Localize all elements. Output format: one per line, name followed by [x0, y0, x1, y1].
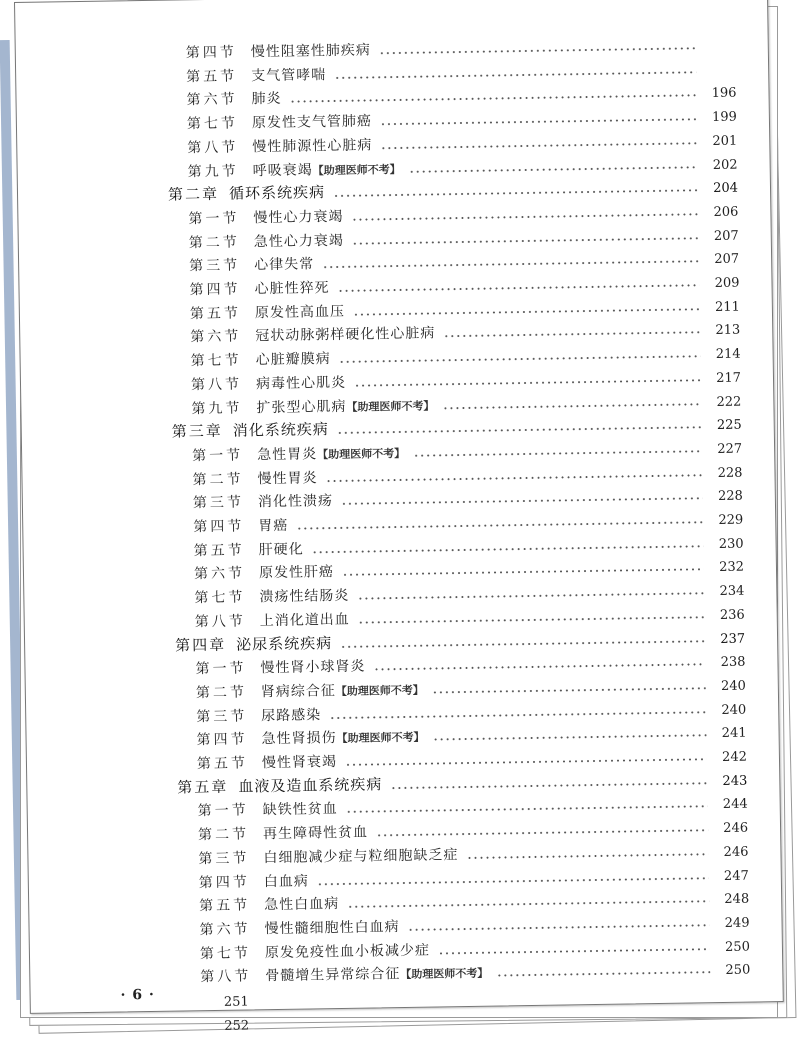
toc-entry-number: 第一节 — [188, 210, 239, 227]
toc-entry-title: 呼吸衰竭 — [253, 162, 313, 179]
toc-entry-label — [186, 39, 371, 62]
toc-entry-page: 202 — [704, 157, 738, 173]
toc-entry-page: 236 — [711, 607, 745, 623]
toc-entry-title: 冠状动脉粥样硬化性心脏病 — [255, 326, 435, 345]
toc-entry-title: 急性白血病 — [264, 896, 339, 913]
toc-entry-number: 第八节 — [200, 969, 251, 986]
toc-entry-title: 原发性肝癌 — [259, 564, 334, 581]
toc-entry-number: 第九节 — [191, 400, 242, 417]
toc-leader-dots — [353, 308, 700, 315]
toc-entry-label — [196, 726, 424, 750]
toc-entry-title: 慢性肺源性心脏病 — [252, 137, 372, 155]
toc-entry-page: 222 — [707, 394, 741, 410]
toc-entry-number: 第六节 — [190, 329, 241, 346]
toc-entry-number: 第一节 — [195, 661, 246, 678]
toc-entry-title: 血液及造血系统疾病 — [238, 775, 382, 795]
toc-entry-page: 232 — [710, 560, 744, 576]
toc-entry-number: 第八节 — [195, 613, 246, 630]
toc-entry-number: 第二节 — [192, 471, 243, 488]
toc-entry-label — [191, 372, 346, 394]
toc-leader-dots — [413, 450, 702, 457]
toc-entry-label — [187, 134, 372, 157]
toc-entry-page: 204 — [704, 181, 738, 197]
toc-entry-title: 扩张型心肌病 — [256, 398, 346, 415]
toc-entry-number: 第五节 — [186, 68, 237, 85]
toc-entry-page: 225 — [708, 418, 742, 434]
toc-leader-dots — [442, 403, 701, 409]
toc-leader-dots — [358, 616, 705, 623]
toc-entry-label — [194, 561, 334, 583]
toc-entry-title: 循环系统疾病 — [229, 183, 325, 203]
toc-entry-label — [197, 751, 337, 773]
toc-leader-dots — [379, 47, 696, 54]
toc-entry-title: 慢性肾小球肾炎 — [260, 659, 365, 677]
toc-leader-dots — [322, 261, 699, 269]
toc-entry-page: 238 — [711, 655, 745, 671]
toc-entry-number: 第三节 — [193, 495, 244, 512]
toc-entry-title: 心律失常 — [254, 257, 314, 274]
toc-entry-number: 第三节 — [198, 850, 249, 867]
toc-entry-label — [195, 609, 350, 631]
toc-entry-title: 急性肾损伤 — [261, 730, 336, 747]
toc-entry-label — [190, 348, 330, 370]
toc-entry-title: 支气管哮喘 — [251, 67, 326, 84]
toc-leader-dots — [380, 118, 697, 125]
toc-entry-number: 第六节 — [186, 92, 237, 109]
toc-entry-tag: 【助理医师不考】 — [346, 399, 434, 413]
toc-page — [14, 0, 784, 1014]
toc-entry-title: 胃癌 — [258, 518, 288, 534]
table-of-contents — [15, 0, 767, 3]
toc-leader-dots — [339, 355, 701, 363]
toc-entry-tag: 【助理医师不考】 — [336, 684, 424, 698]
toc-leader-dots — [333, 189, 698, 197]
toc-leader-dots — [334, 71, 696, 79]
toc-entry-number: 第七节 — [191, 353, 242, 370]
toc-leader-dots — [346, 806, 708, 814]
toc-entry-page: 199 — [703, 110, 737, 126]
toc-entry-page: 234 — [710, 584, 744, 600]
toc-entry-number: 第七节 — [200, 945, 251, 962]
toc-entry-label — [190, 323, 435, 347]
toc-leader-dots — [329, 711, 706, 719]
toc-entry-title: 白细胞减少症与粒细胞缺乏症 — [263, 847, 458, 866]
toc-entry-page: 251 — [215, 994, 249, 1010]
toc-entry-number: 第五节 — [199, 898, 250, 915]
toc-leader-dots — [432, 687, 706, 693]
toc-entry-title: 原发免疫性血小板减少症 — [265, 942, 430, 961]
toc-entry-number: 第四章 — [175, 635, 226, 654]
toc-leader-dots — [342, 569, 704, 577]
toc-entry-number: 第二节 — [198, 827, 249, 844]
toc-leader-dots — [338, 284, 700, 292]
toc-entry-number: 第五章 — [177, 777, 228, 796]
toc-entry-title: 骨髓增生异常综合征 — [265, 966, 400, 984]
toc-entry-label — [186, 64, 326, 86]
toc-entry-title: 溃疡性结肠炎 — [259, 588, 349, 605]
toc-entry-label — [188, 206, 343, 228]
toc-entry-title: 病毒性心肌炎 — [256, 375, 346, 392]
toc-entry-page: 196 — [702, 86, 736, 102]
toc-entry-page: 211 — [706, 299, 740, 315]
toc-entry-tag: 【助理医师不考】 — [337, 731, 425, 745]
toc-entry-label — [168, 181, 325, 204]
toc-entry-page: 228 — [708, 465, 742, 481]
toc-leader-dots — [357, 592, 704, 599]
toc-entry-number: 第二节 — [189, 234, 240, 251]
toc-entry-title: 慢性髓细胞性白血病 — [264, 919, 399, 937]
toc-entry-number: 第七节 — [187, 116, 238, 133]
toc-leader-dots — [390, 782, 707, 789]
toc-entry-label — [188, 157, 401, 180]
toc-entry-page: 228 — [709, 489, 743, 505]
toc-leader-dots — [317, 877, 709, 885]
toc-entry-tag: 【助理医师不考】 — [313, 162, 401, 176]
toc-entry-title: 慢性心力衰竭 — [253, 209, 343, 226]
toc-entry-title: 慢性胃炎 — [257, 470, 317, 487]
page-number: · 6 · — [120, 987, 154, 1004]
toc-entry-title: 急性胃炎 — [257, 446, 317, 463]
toc-leader-dots — [408, 924, 710, 931]
toc-entry-number: 第三章 — [172, 422, 223, 441]
toc-entry-number: 第八节 — [187, 139, 238, 156]
toc-entry-number: 第四节 — [186, 45, 237, 62]
toc-entry-label — [193, 515, 288, 536]
toc-entry-label — [198, 822, 368, 845]
toc-entry-page: 217 — [707, 370, 741, 386]
toc-entry-label — [175, 632, 332, 655]
toc-leader-dots — [347, 900, 709, 908]
toc-entry-label — [195, 656, 365, 679]
toc-entry-number: 第二节 — [196, 684, 247, 701]
toc-entry-title: 上消化道出血 — [260, 612, 350, 629]
toc-leader-dots — [290, 95, 697, 103]
toc-leader-dots — [296, 521, 703, 529]
toc-entry-page: 209 — [705, 276, 739, 292]
toc-leader-dots — [466, 853, 708, 859]
toc-leader-dots — [340, 640, 705, 648]
toc-entry-title: 泌尿系统疾病 — [236, 634, 332, 654]
toc-entry-label — [192, 467, 317, 489]
toc-leader-dots — [433, 735, 707, 741]
toc-entry-label — [187, 110, 372, 133]
toc-leader-dots — [337, 426, 702, 434]
toc-entry-label — [199, 893, 339, 915]
toc-leader-dots — [374, 663, 706, 670]
toc-entry-title: 再生障碍性贫血 — [263, 825, 368, 843]
toc-entry-page: 250 — [716, 963, 750, 979]
toc-entry-label — [192, 442, 405, 465]
toc-entry-number: 第四节 — [189, 281, 240, 298]
toc-entry-label — [177, 773, 382, 797]
toc-entry-number: 第八节 — [191, 376, 242, 393]
toc-entry-page: 240 — [712, 702, 746, 718]
toc-entry-title: 白血病 — [264, 873, 309, 890]
toc-entry-page: 247 — [715, 868, 749, 884]
toc-leader-dots — [376, 829, 708, 836]
toc-entry-page: 213 — [706, 323, 740, 339]
toc-entry-label — [201, 994, 215, 1010]
toc-entry-tag: 【助理医师不考】 — [400, 967, 488, 981]
toc-entry-label — [198, 844, 458, 868]
toc-entry-number: 第九节 — [188, 163, 239, 180]
toc-entry-title: 消化系统疾病 — [233, 420, 329, 440]
toc-entry-title: 肾病综合征 — [261, 683, 336, 700]
toc-entry-page: 248 — [715, 892, 749, 908]
toc-entry-page: 249 — [715, 915, 749, 931]
toc-entry-label — [198, 798, 338, 820]
toc-entry-label — [189, 277, 329, 299]
toc-entry-page: 201 — [703, 133, 737, 149]
toc-entry-page: 229 — [709, 513, 743, 529]
toc-entry-number: 第四节 — [199, 874, 250, 891]
toc-entry-title: 急性心力衰竭 — [254, 232, 344, 249]
toc-entry-page — [702, 54, 736, 55]
toc-entry-number: 第三节 — [189, 258, 240, 275]
toc-entry-page: 252 — [215, 1018, 249, 1034]
toc-entry-page: 240 — [712, 678, 746, 694]
toc-entry-title: 原发性支气管肺癌 — [252, 113, 372, 131]
toc-entry-label — [194, 585, 349, 607]
toc-entry-number: 第四节 — [193, 518, 244, 535]
toc-entry-page: 230 — [709, 536, 743, 552]
toc-entry-label — [193, 538, 303, 560]
toc-leader-dots — [341, 498, 703, 506]
toc-entry-page: 237 — [711, 631, 745, 647]
toc-leader-dots — [352, 237, 699, 244]
toc-entry-page: 207 — [705, 228, 739, 244]
toc-entry-number: 第七节 — [194, 590, 245, 607]
toc-entry-label — [200, 939, 430, 963]
toc-entry-label — [199, 916, 399, 939]
toc-entry-page: 214 — [707, 347, 741, 363]
toc-entry-label — [193, 490, 333, 512]
toc-entry-label — [196, 704, 321, 726]
toc-entry-number: 第一节 — [198, 803, 249, 820]
toc-leader-dots — [380, 142, 697, 149]
toc-entry-number: 第二章 — [168, 185, 219, 204]
toc-entry-title: 肝硬化 — [259, 541, 304, 558]
toc-entry-title: 尿路感染 — [261, 707, 321, 724]
toc-entry-title: 原发性高血压 — [255, 304, 345, 321]
toc-entry-title: 缺铁性贫血 — [263, 801, 338, 818]
toc-entry-title: 心脏瓣膜病 — [256, 351, 331, 368]
toc-entry-title: 消化性溃疡 — [258, 493, 333, 510]
toc-entry-tag: 【助理医师不考】 — [317, 447, 405, 461]
toc-entry-label — [189, 254, 314, 276]
toc-entry-label — [190, 301, 345, 323]
toc-entry-title: 肺炎 — [251, 91, 281, 107]
toc-entry-label — [201, 1018, 215, 1034]
toc-entry-number: 第五节 — [190, 305, 241, 322]
toc-entry-title: 慢性阻塞性肺疾病 — [251, 42, 371, 60]
toc-entry-page: 242 — [713, 750, 747, 766]
toc-entry-label — [189, 229, 344, 251]
toc-entry-label — [199, 870, 309, 892]
toc-entry-page: 244 — [714, 797, 748, 813]
toc-entry-page: 243 — [713, 773, 747, 789]
toc-entry-label — [186, 88, 281, 109]
toc-entry-label — [172, 418, 329, 441]
toc-entry-page: 207 — [705, 252, 739, 268]
toc-entry-title: 心脏性猝死 — [254, 280, 329, 297]
toc-entry-page — [702, 77, 736, 78]
toc-entry-number: 第五节 — [194, 542, 245, 559]
toc-leader-dots — [354, 379, 701, 386]
toc-entry-number: 第五节 — [197, 755, 248, 772]
toc-entry-title: 慢性肾衰竭 — [262, 754, 337, 771]
toc-leader-dots — [496, 971, 710, 976]
toc-entry-page: 206 — [704, 205, 738, 221]
toc-entry-number: 第三节 — [196, 708, 247, 725]
toc-leader-dots — [345, 758, 707, 766]
toc-entry-label — [196, 679, 424, 703]
toc-entry-label — [200, 962, 488, 987]
toc-entry-page: 246 — [714, 821, 748, 837]
toc-entry-page: 227 — [708, 442, 742, 458]
toc-entry-page: 250 — [716, 939, 750, 955]
toc-leader-dots — [312, 545, 704, 553]
toc-entry-number: 第六节 — [194, 566, 245, 583]
toc-leader-dots — [443, 332, 700, 338]
toc-entry-page: 246 — [714, 844, 748, 860]
toc-leader-dots — [438, 948, 710, 954]
toc-entry-label — [191, 394, 434, 418]
toc-leader-dots — [409, 166, 698, 173]
toc-entry-number: 第四节 — [196, 732, 247, 749]
toc-leader-dots — [326, 474, 703, 482]
toc-entry-number: 第一节 — [192, 447, 243, 464]
toc-entry-page: 241 — [712, 726, 746, 742]
toc-leader-dots — [351, 213, 698, 220]
toc-entry-number: 第六节 — [199, 921, 250, 938]
